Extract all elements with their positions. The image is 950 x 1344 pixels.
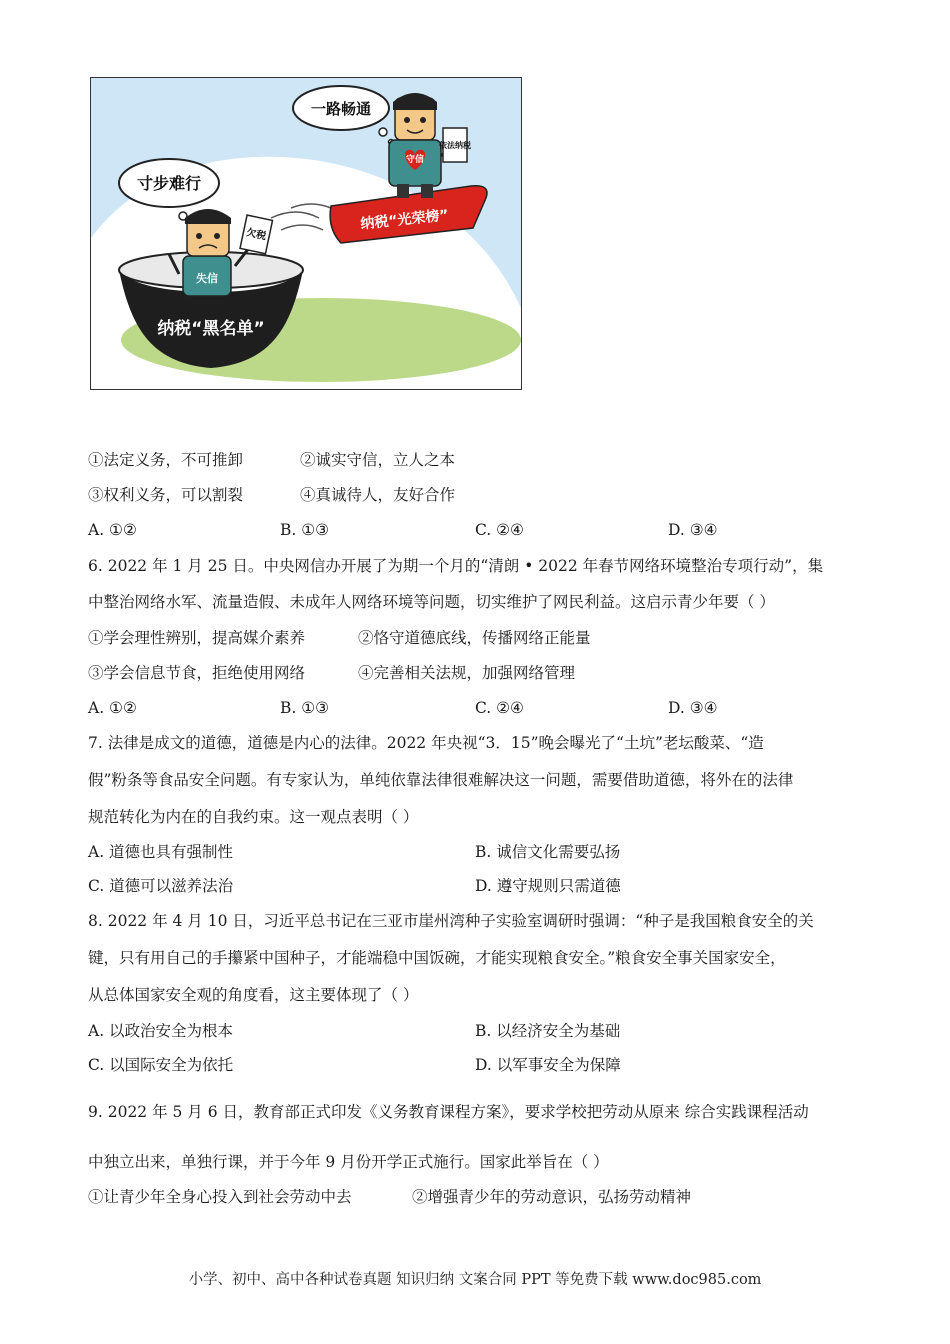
q5-option-a[interactable]: A. ①② — [88, 521, 137, 539]
q8-stem-line-3: 从总体国家安全观的角度看，这主要体现了（ ） — [88, 986, 419, 1004]
q8-option-d[interactable]: D. 以军事安全为保障 — [475, 1056, 621, 1074]
q5-option-d[interactable]: D. ③④ — [668, 521, 718, 539]
q6-statement-2: ②恪守道德底线，传播网络正能量 — [358, 629, 591, 647]
q6-option-a[interactable]: A. ①② — [88, 699, 137, 717]
q7-stem-line-1: 7. 法律是成文的道德，道德是内心的法律。2022 年央视“3．15”晚会曝光了“土坑”老坛酸菜、“造 — [88, 734, 764, 752]
q8-option-b[interactable]: B. 以经济安全为基础 — [475, 1022, 621, 1040]
bubble-right-text: 一路畅通 — [310, 100, 372, 118]
pot-label: 纳税“黑名单” — [157, 319, 265, 339]
paper-left-text: 欠税 — [245, 227, 268, 243]
q9-stem-line-2: 中独立出来，单独行课，并于今年 9 月份开学正式施行。国家此举旨在（ ） — [88, 1153, 609, 1171]
q5-statement-3: ③权利义务，可以割裂 — [88, 486, 244, 504]
q5-option-b[interactable]: B. ①③ — [280, 521, 330, 539]
q5-statement-4: ④真诚待人，友好合作 — [300, 486, 456, 504]
q7-option-b[interactable]: B. 诚信文化需要弘扬 — [475, 843, 621, 861]
q9-stem-line-1: 9. 2022 年 5 月 6 日，教育部正式印发《义务教育课程方案》，要求学校把劳动从原来 综合实践课程活动 — [88, 1103, 809, 1121]
shirt-right-text: 守信 — [405, 155, 425, 165]
q8-option-c[interactable]: C. 以国际安全为依托 — [88, 1056, 234, 1074]
tax-credit-cartoon — [90, 77, 522, 390]
q6-option-c[interactable]: C. ②④ — [475, 699, 524, 717]
q6-statement-4: ④完善相关法规，加强网络管理 — [358, 664, 576, 682]
q6-option-d[interactable]: D. ③④ — [668, 699, 718, 717]
q7-option-a[interactable]: A. 道德也具有强制性 — [88, 843, 234, 861]
q6-option-b[interactable]: B. ①③ — [280, 699, 330, 717]
page-footer: 小学、初中、高中各种试卷真题 知识归纳 文案合同 PPT 等免费下载 www.doc985.com — [188, 1272, 762, 1288]
q5-option-c[interactable]: C. ②④ — [475, 521, 524, 539]
bubble-left-text: 寸步难行 — [136, 174, 202, 193]
q5-statement-1: ①法定义务，不可推卸 — [88, 451, 244, 469]
carpet-label: 纳税“光荣榜” — [359, 207, 450, 233]
q7-stem-line-2: 假”粉条等食品安全问题。有专家认为，单纯依靠法律很难解决这一问题，需要借助道德，将外在的法律 — [88, 771, 794, 789]
q6-stem-line-2: 中整治网络水军、流量造假、未成年人网络环境等问题，切实维护了网民利益。这启示青少年要（ ） — [88, 593, 775, 611]
q6-statement-1: ①学会理性辨别，提高媒介素养 — [88, 629, 306, 647]
q6-statement-3: ③学会信息节食，拒绝使用网络 — [88, 664, 306, 682]
paper-right-text: 依法纳税 — [439, 141, 471, 150]
q8-stem-line-1: 8. 2022 年 4 月 10 日，习近平总书记在三亚市崖州湾种子实验室调研时强调：“种子是我国粮食安全的关 — [88, 912, 814, 930]
q8-stem-line-2: 键，只有用自己的手攥紧中国种子，才能端稳中国饭碗，才能实现粮食安全。”粮食安全事关国家安全， — [88, 949, 786, 967]
q7-option-d[interactable]: D. 遵守规则只需道德 — [475, 877, 621, 895]
shirt-left-text: 失信 — [196, 272, 218, 285]
q5-statement-2: ②诚实守信，立人之本 — [300, 451, 456, 469]
q7-option-c[interactable]: C. 道德可以滋养法治 — [88, 877, 234, 895]
q9-statement-2: ②增强青少年的劳动意识，弘扬劳动精神 — [412, 1188, 692, 1206]
q8-option-a[interactable]: A. 以政治安全为根本 — [88, 1022, 234, 1040]
q9-statement-1: ①让青少年全身心投入到社会劳动中去 — [88, 1188, 352, 1206]
q6-stem-line-1: 6. 2022 年 1 月 25 日。中央网信办开展了为期一个月的“清朗 • 2022 年春节网络环境整治专项行动”，集 — [88, 557, 824, 575]
q7-stem-line-3: 规范转化为内在的自我约束。这一观点表明（ ） — [88, 808, 419, 826]
